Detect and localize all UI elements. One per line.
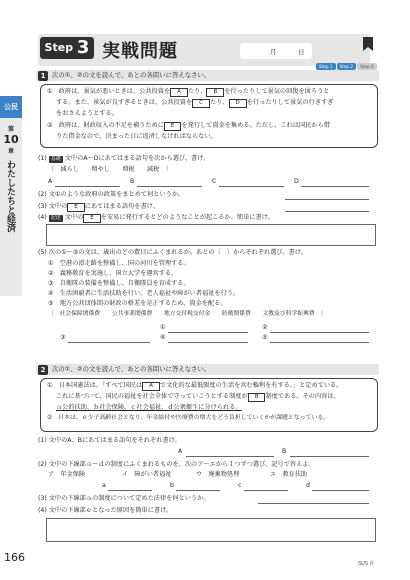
question-2-number: 2: [38, 365, 48, 375]
answer-label-q2-2d: d: [306, 482, 310, 489]
answer-field-5-4[interactable]: [168, 342, 248, 343]
answer-field-d[interactable]: [301, 186, 369, 187]
answer-field-5-2[interactable]: [270, 332, 369, 333]
answer-label-c: C: [212, 178, 217, 185]
passage-q2-line-1: ① 日本国憲法は、「すべて国民は A で文化的な最低限度の生活を営む権利を有する。」と定めている。: [47, 382, 343, 389]
chapter-title: わたしたちと経済: [5, 160, 15, 232]
chapter-label: 第 10 章: [3, 126, 19, 155]
answer-field-q2-3[interactable]: [258, 503, 369, 504]
answer-label-q2-2b: b: [170, 482, 174, 489]
q2-sub-2: (2) 文中の下線部ａ～ｄの制度にふくまれるものを、次のア～エから１つずつ選び、記号で答えよ。: [38, 461, 315, 468]
q2-sub-4: (4) 文中の下線部ｅとなった原因を簡単に書け。: [38, 507, 173, 514]
list-item: ② 義務教育を実施し、国立大学を運営する。: [48, 270, 178, 277]
q2-sub-1: (1) 文中のA、Bにあてはまる語句をそれぞれ書け。: [38, 437, 181, 444]
answer-label-q2-a: A: [178, 448, 183, 455]
step-tab-3: Step 3: [357, 63, 377, 70]
answer-field-5-5[interactable]: [270, 342, 369, 343]
step-tab-1: Step 1: [316, 63, 336, 70]
answer-label-5-1: ①: [160, 324, 166, 331]
passage-2-line-1: ② 政府は、財政収入の不足を補うために E を発行して資金を集める。ただし、これは国民から借: [47, 122, 330, 129]
date-field[interactable]: [240, 43, 312, 59]
list-item: ③ 自衛隊の装備を整備し、自衛隊員を育成する。: [48, 280, 190, 287]
choice-e: エ 教育扶助: [270, 471, 308, 478]
q1-sub-1-choices: 〔 減らし 増やし 増税 減税 〕: [48, 166, 172, 173]
answer-label-q2-2a: a: [102, 482, 106, 489]
passage-2-line-2: りた借金なので、決まった日に返済しなければならない。: [56, 133, 217, 140]
passage-q2-line-3: ａ公的扶助、ｂ社会保険、ｃ社会福祉、ｄ公衆衛生に分けられる。: [56, 404, 242, 411]
answer-field-q1-2[interactable]: [285, 199, 369, 200]
page-number: 166: [4, 551, 25, 564]
q1-sub-5-choices: 〔 社会保障関係費 公共事業関係費 地方交付税交付金 防衛関係費 文教及び科学振興費 〕: [48, 311, 327, 317]
answer-label-5-5: ⑤: [262, 334, 268, 341]
question-1-number: 1: [38, 71, 48, 81]
choice-u: ウ 廃棄物処理: [196, 471, 240, 478]
subject-tab: 公民: [0, 96, 22, 118]
answer-label-a: A: [48, 178, 53, 185]
answer-field-5-3[interactable]: [68, 342, 150, 343]
choice-a: ア 年金保険: [48, 471, 86, 478]
step-tab-2: Step 2: [337, 63, 357, 70]
answer-field-q2-2c[interactable]: [244, 490, 288, 491]
answer-field-5-1[interactable]: [168, 332, 248, 333]
publisher-mark: SUS 社: [358, 561, 375, 567]
written-tag: 記述: [50, 215, 61, 221]
q1-sub-2: (2) 文①のような政府の政策をまとめて何というか。: [38, 191, 185, 198]
answer-field-q2-2b[interactable]: [176, 490, 220, 491]
q1-sub-1: (1) 基礎 文中のA～Dにあてはまる語句を次から選び、書け。: [38, 155, 210, 162]
passage-q2-line-4: ② 日本は、ｅ少子高齢社会となり、年金給付や医療費の増大をどう負担していくかが課題となっている。: [47, 415, 330, 421]
q1-sub-3: (3) 文中の E にあてはまる語句を書け。: [38, 203, 159, 210]
answer-box-q1-4[interactable]: [46, 224, 376, 246]
answer-field-q2-a[interactable]: [186, 456, 274, 457]
choice-i: イ 障がい者福祉: [122, 471, 172, 478]
question-2-instruction: 次の①、②の文を読んで、あとの各問いに答えなさい。: [52, 365, 211, 373]
step-tabs: [316, 53, 378, 69]
list-item: ⑤ 地方公共団体間の財政の格差を是正するため、資金を配る。: [48, 300, 227, 307]
answer-field-q1-3[interactable]: [285, 211, 369, 212]
bookmark-icon: [362, 36, 374, 52]
answer-field-a[interactable]: [55, 186, 120, 187]
answer-label-d: D: [294, 178, 299, 185]
answer-label-5-2: ②: [262, 324, 268, 331]
answer-field-q2-2a[interactable]: [108, 490, 152, 491]
answer-label-5-4: ④: [160, 334, 166, 341]
question-1-instruction: 次の①、②の文を読んで、あとの各問いに答えなさい。: [52, 71, 211, 79]
q1-sub-5: (5) 次の①～⑤の文は、歳出のどの費目にふくまれるか。あとの〔 〕からそれぞれ選び、書け。: [38, 249, 307, 256]
answer-field-c[interactable]: [219, 186, 284, 187]
answer-field-q2-2d[interactable]: [312, 490, 369, 491]
answer-label-q2-b: B: [282, 448, 287, 455]
passage-q2-line-2: これに基づいて、国民の福祉を社会全体で守っていこうとする制度が B 制度である。その内容は、: [56, 393, 340, 400]
passage-1-line-2: する。また、景気が良すぎるときは、公共投資を C たり、 D を行ったりして景気の行きすぎ: [56, 99, 334, 106]
q2-sub-3: (3) 文中の下線部ａの制度について定めた法律を何というか。: [38, 495, 210, 502]
answer-label-b: B: [130, 178, 135, 185]
answer-label-5-3: ③: [60, 334, 66, 341]
answer-box-q2-4[interactable]: [46, 518, 376, 542]
answer-field-b[interactable]: [137, 186, 202, 187]
passage-1-line-1: ① 政府は、景気が悪いときは、公共投資を A たり、 B を行ったりして景気の回復を図ろうと: [47, 88, 330, 95]
passage-1-line-3: をおさえようとする。: [56, 110, 118, 117]
day-label: 日: [298, 48, 305, 56]
answer-field-q2-b[interactable]: [290, 456, 369, 457]
list-item: ① 空港の滑走路を整備し、国の河川を管理する。: [48, 260, 190, 267]
list-item: ④ 生活困窮者に生活扶助を行い、老人福祉や障がい者福祉を行う。: [48, 290, 240, 297]
page-title: 実戦問題: [102, 41, 178, 62]
q1-sub-4: (4) 記述 文中の E を安易に発行するとどのようなことが起こるか。簡単に書け。: [38, 214, 274, 221]
basic-tag: 基礎: [50, 156, 61, 162]
answer-label-q2-2c: c: [238, 482, 242, 489]
month-label: 月: [270, 48, 277, 56]
step-badge: Step 3: [40, 37, 94, 59]
